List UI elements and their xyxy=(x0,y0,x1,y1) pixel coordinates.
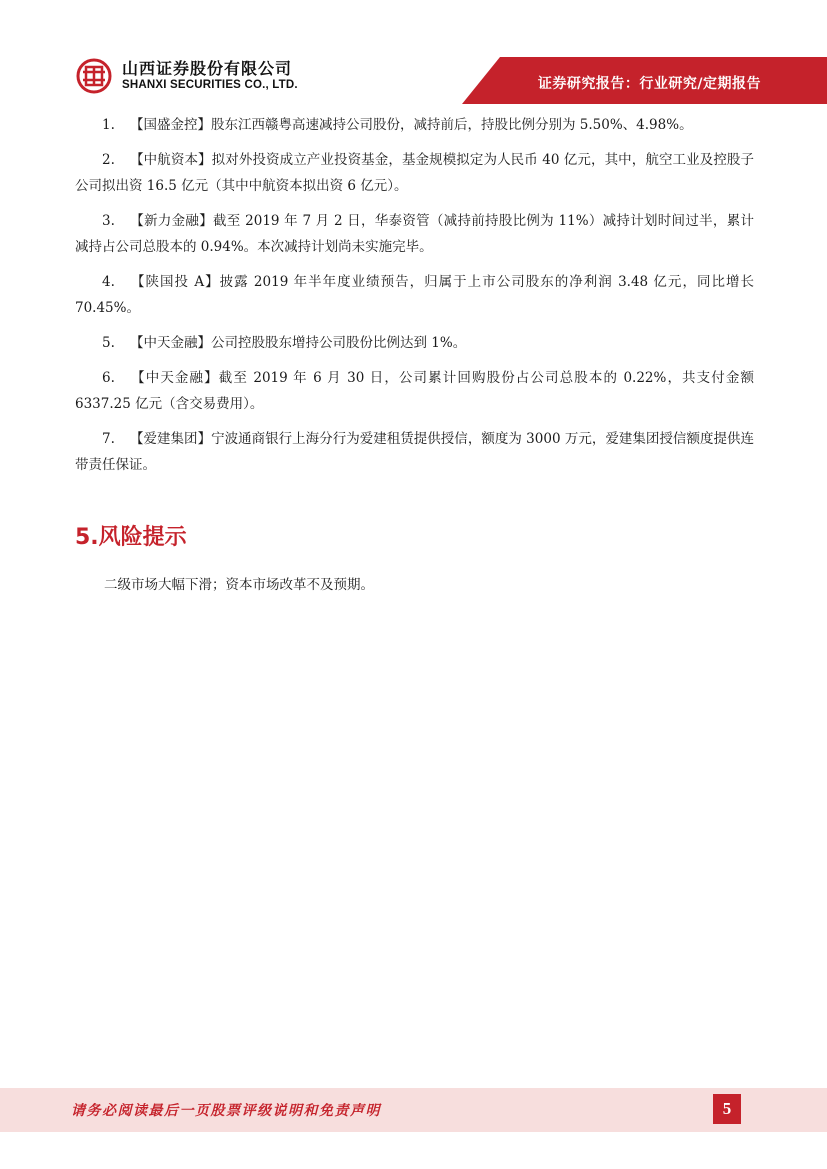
item-tag: 【爱建集团】 xyxy=(130,431,212,447)
company-name-en: SHANXI SECURITIES CO., LTD. xyxy=(122,79,298,91)
page-footer xyxy=(0,1088,827,1132)
item-tag: 【新力金融】 xyxy=(130,213,214,229)
page-header xyxy=(0,0,827,110)
item-number: 5. xyxy=(102,335,115,351)
section-heading-risk: 5.风险提示 xyxy=(75,525,187,550)
list-item xyxy=(75,330,754,356)
news-list xyxy=(75,112,754,487)
report-type-label: 证券研究报告：行业研究/定期报告 xyxy=(537,76,761,92)
item-tag: 【中天金融】 xyxy=(130,335,211,351)
item-text: 截至 2019 年 6 月 30 日，公司累计回购股份占公司总股本的 0.22%，共支付金额 6337.25 亿元（含交易费用）。 xyxy=(75,370,754,412)
logo-icon xyxy=(76,58,112,94)
item-tag: 【国盛金控】 xyxy=(130,117,211,133)
item-text: 宁波通商银行上海分行为爱建租赁提供授信，额度为 3000 万元，爱建集团授信额度提供连带责任保证。 xyxy=(75,431,754,473)
company-name-cn: 山西证券股份有限公司 xyxy=(122,59,293,78)
section-body-risk: 二级市场大幅下滑；资本市场改革不及预期。 xyxy=(104,577,374,593)
item-text: 拟对外投资成立产业投资基金，基金规模拟定为人民币 40 亿元，其中，航空工业及控股子公司拟出资 16.5 亿元（其中中航资本拟出资 6 亿元）。 xyxy=(75,152,755,194)
disclaimer-note: 请务必阅读最后一页股票评级说明和免责声明 xyxy=(71,1103,381,1119)
item-tag: 【中天金融】 xyxy=(130,370,219,386)
item-tag: 【中航资本】 xyxy=(130,152,212,168)
item-number: 6. xyxy=(102,370,115,386)
item-text: 披露 2019 年半年度业绩预告，归属于上市公司股东的净利润 3.48 亿元，同比增长 70.45%。 xyxy=(75,274,754,316)
list-item xyxy=(75,365,754,417)
list-item xyxy=(75,208,754,260)
list-item xyxy=(75,269,754,321)
item-text: 股东江西赣粤高速减持公司股份，减持前后，持股比例分别为 5.50%、4.98%。 xyxy=(211,117,693,133)
item-number: 3. xyxy=(102,213,115,229)
item-text: 公司控股股东增持公司股份比例达到 1%。 xyxy=(211,335,467,351)
item-number: 2. xyxy=(102,152,115,168)
list-item xyxy=(75,112,754,138)
list-item xyxy=(75,426,754,478)
list-item xyxy=(75,147,754,199)
company-logo xyxy=(76,58,298,94)
page-number: 5 xyxy=(713,1094,741,1124)
item-number: 4. xyxy=(102,274,115,290)
item-number: 1. xyxy=(102,117,115,133)
item-number: 7. xyxy=(102,431,115,447)
item-tag: 【陕国投 A】 xyxy=(130,274,220,290)
item-text: 截至 2019 年 7 月 2 日，华泰资管（减持前持股比例为 11%）减持计划时间过半，累计减持占公司总股本的 0.94%。本次减持计划尚未实施完毕。 xyxy=(75,213,754,255)
